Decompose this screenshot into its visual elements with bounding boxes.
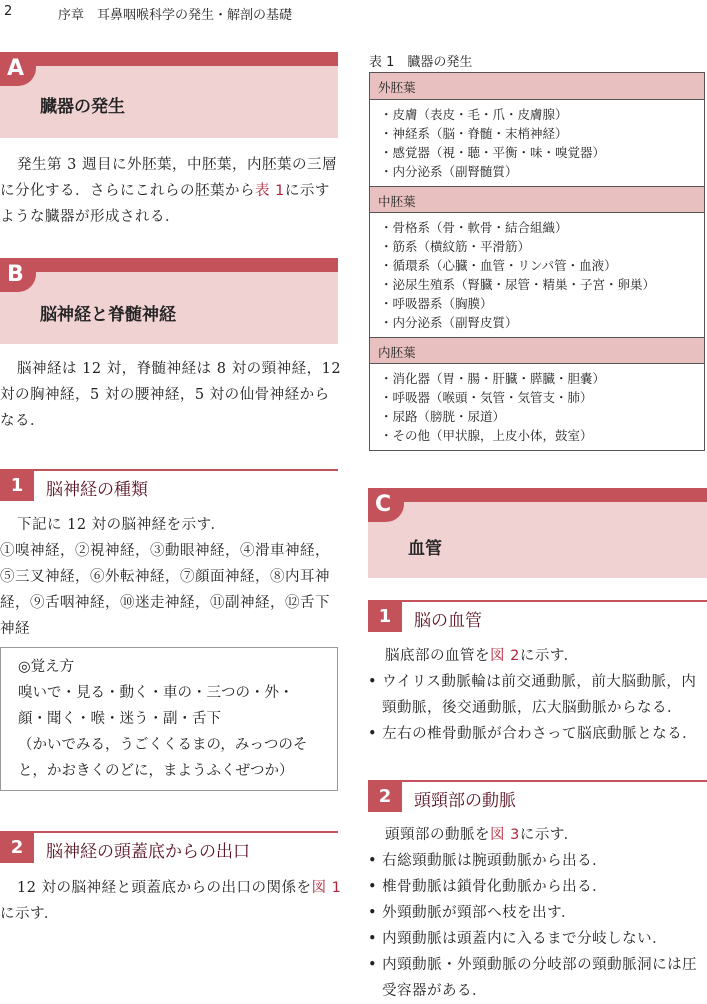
list-item: ・骨格系（骨・軟骨・結合組織） bbox=[380, 220, 568, 235]
subsection-number: 1 bbox=[0, 471, 34, 501]
list-item: ・呼吸器（喉頭・気管・気管支・肺） bbox=[380, 390, 593, 405]
text-line: 12 対の脳神経と頭蓋底からの出口の関係を図 1 bbox=[17, 880, 342, 896]
text-line: に示す． bbox=[0, 906, 59, 922]
text-line: （かいでみる，うごくくるまの，みっつのそ bbox=[18, 737, 308, 753]
table-ref-link[interactable]: 表 1 bbox=[255, 183, 285, 199]
bullet-item: • ウイリス動脈輪は前交通動脈，前大脳動脈，内頸動脈，後交通動脈，広大脳動脈からなる． bbox=[368, 674, 697, 716]
table-group-items bbox=[370, 213, 704, 337]
table-caption: 表 1 臓器の発生 bbox=[369, 55, 473, 70]
text-line: 発生第 3 週目に外胚葉，中胚葉，内胚葉の三層 bbox=[17, 157, 337, 173]
section-title: 脳神経と脊髄神経 bbox=[40, 305, 176, 325]
text-line: 頭頸部の動脈を図 3に示す． bbox=[385, 827, 579, 843]
list-item: ・消化器（胃・腸・肝臓・膵臓・胆嚢） bbox=[380, 371, 606, 386]
list-item: ・循環系（心臓・血管・リンパ管・血液） bbox=[380, 258, 617, 273]
section-a-body bbox=[0, 152, 340, 230]
list-item: ・神経系（脳・脊髄・末梢神経） bbox=[380, 126, 568, 141]
section-b-header bbox=[0, 258, 338, 344]
table-group-items bbox=[370, 364, 704, 450]
header-bar bbox=[0, 52, 338, 66]
subsection-number: 2 bbox=[368, 782, 402, 812]
header-bar bbox=[0, 258, 338, 272]
bullet-item: • 椎骨動脈は鎖骨化動脈から出る． bbox=[368, 879, 608, 895]
header-bar bbox=[368, 488, 707, 502]
table-group-header: 中胚葉 bbox=[370, 186, 704, 213]
subsection-title: 脳神経の頭蓋底からの出口 bbox=[46, 842, 250, 862]
section-badge: C bbox=[368, 492, 404, 522]
list-item: ・内分泌系（副腎皮質） bbox=[380, 315, 518, 330]
list-item: ・その他（甲状腺，上皮小体，鼓室） bbox=[380, 428, 593, 443]
text-line: ような臓器が形成される． bbox=[0, 209, 180, 225]
text-line: と，かおきくのどに，まようふくぜつか） bbox=[18, 763, 294, 779]
figure-ref-link[interactable]: 図 2 bbox=[490, 648, 520, 664]
subsection-c1-header bbox=[368, 600, 707, 632]
list-item: ・呼吸器系（胸膜） bbox=[380, 296, 493, 311]
section-title: 臓器の発生 bbox=[40, 97, 125, 117]
text-line: 顔・聞く・喉・迷う・副・舌下 bbox=[18, 711, 221, 727]
table-group-header: 外胚葉 bbox=[370, 73, 704, 100]
section-badge: B bbox=[0, 262, 36, 292]
subsection-2-header bbox=[0, 831, 338, 863]
section-b-body bbox=[0, 356, 340, 434]
bullet-item: • 右総頸動脈は腕頭動脈から出る． bbox=[368, 853, 608, 869]
page-number: 2 bbox=[4, 4, 13, 19]
subsection-number: 1 bbox=[368, 602, 402, 632]
subsection-c2-body bbox=[368, 822, 707, 1004]
text-line: 対の胸神経，5 対の腰神経，5 対の仙骨神経から bbox=[0, 387, 330, 403]
subsection-title: 脳神経の種類 bbox=[46, 480, 148, 500]
subsection-title: 脳の血管 bbox=[414, 611, 482, 631]
bullet-item: • 内頸動脈・外頸動脈の分岐部の頸動脈洞には圧受容器がある． bbox=[368, 957, 698, 999]
text-line: 下記に 12 対の脳神経を示す． bbox=[17, 517, 226, 533]
list-item: ・尿路（膀胱・尿道） bbox=[380, 409, 506, 424]
text-line: 脳底部の血管を図 2に示す． bbox=[385, 648, 579, 664]
bullet-item: • 左右の椎骨動脈が合わさって脳底動脈となる． bbox=[368, 726, 698, 742]
section-title: 血管 bbox=[408, 539, 442, 559]
text-line: ①嗅神経，②視神経，③動眼神経，④滑車神経， bbox=[0, 543, 330, 559]
text-line: 嗅いで・見る・動く・車の・三つの・外・ bbox=[18, 685, 294, 701]
table-group-header: 内胚葉 bbox=[370, 337, 704, 364]
text-line: ◎覚え方 bbox=[18, 659, 75, 675]
text-line: ⑤三叉神経，⑥外転神経，⑦顔面神経，⑧内耳神 bbox=[0, 569, 330, 585]
text-line: なる． bbox=[0, 413, 45, 429]
text-line: 神経 bbox=[0, 621, 30, 637]
list-item: ・内分泌系（副腎髄質） bbox=[380, 164, 518, 179]
text-line: 脳神経は 12 対，脊髄神経は 8 対の頸神経，12 bbox=[17, 361, 342, 377]
text-line: に分化する．さらにこれらの胚葉から表 1に示す bbox=[0, 183, 330, 199]
organ-table bbox=[369, 72, 705, 451]
bullet-item: • 外頸動脈が頸部へ枝を出す． bbox=[368, 905, 577, 921]
section-c-header bbox=[368, 488, 707, 578]
section-a-header bbox=[0, 52, 338, 138]
list-item: ・感覚器（視・聴・平衡・味・嗅覚器） bbox=[380, 145, 606, 160]
running-header: 序章 耳鼻咽喉科学の発生・解剖の基礎 bbox=[58, 8, 293, 23]
list-item: ・筋系（横紋筋・平滑筋） bbox=[380, 239, 531, 254]
subsection-2-body bbox=[0, 875, 340, 927]
subsection-c1-body bbox=[368, 643, 707, 747]
figure-ref-link[interactable]: 図 1 bbox=[311, 880, 342, 896]
table-group-items bbox=[370, 100, 704, 186]
subsection-title: 頭頸部の動脈 bbox=[414, 791, 516, 811]
subsection-number: 2 bbox=[0, 833, 34, 863]
section-badge: A bbox=[0, 56, 36, 86]
subsection-1-header bbox=[0, 469, 338, 501]
mnemonic-box bbox=[0, 647, 338, 791]
bullet-item: • 内頸動脈は頭蓋内に入るまで分岐しない． bbox=[368, 931, 668, 947]
text-line: 経，⑨舌咽神経，⑩迷走神経，⑪副神経，⑫舌下 bbox=[0, 595, 330, 611]
subsection-c2-header bbox=[368, 780, 707, 812]
figure-ref-link[interactable]: 図 3 bbox=[490, 827, 520, 843]
list-item: ・泌尿生殖系（腎臓・尿管・精巣・子宮・卵巣） bbox=[380, 277, 656, 292]
subsection-1-body bbox=[0, 512, 340, 642]
list-item: ・皮膚（表皮・毛・爪・皮膚腺） bbox=[380, 107, 568, 122]
